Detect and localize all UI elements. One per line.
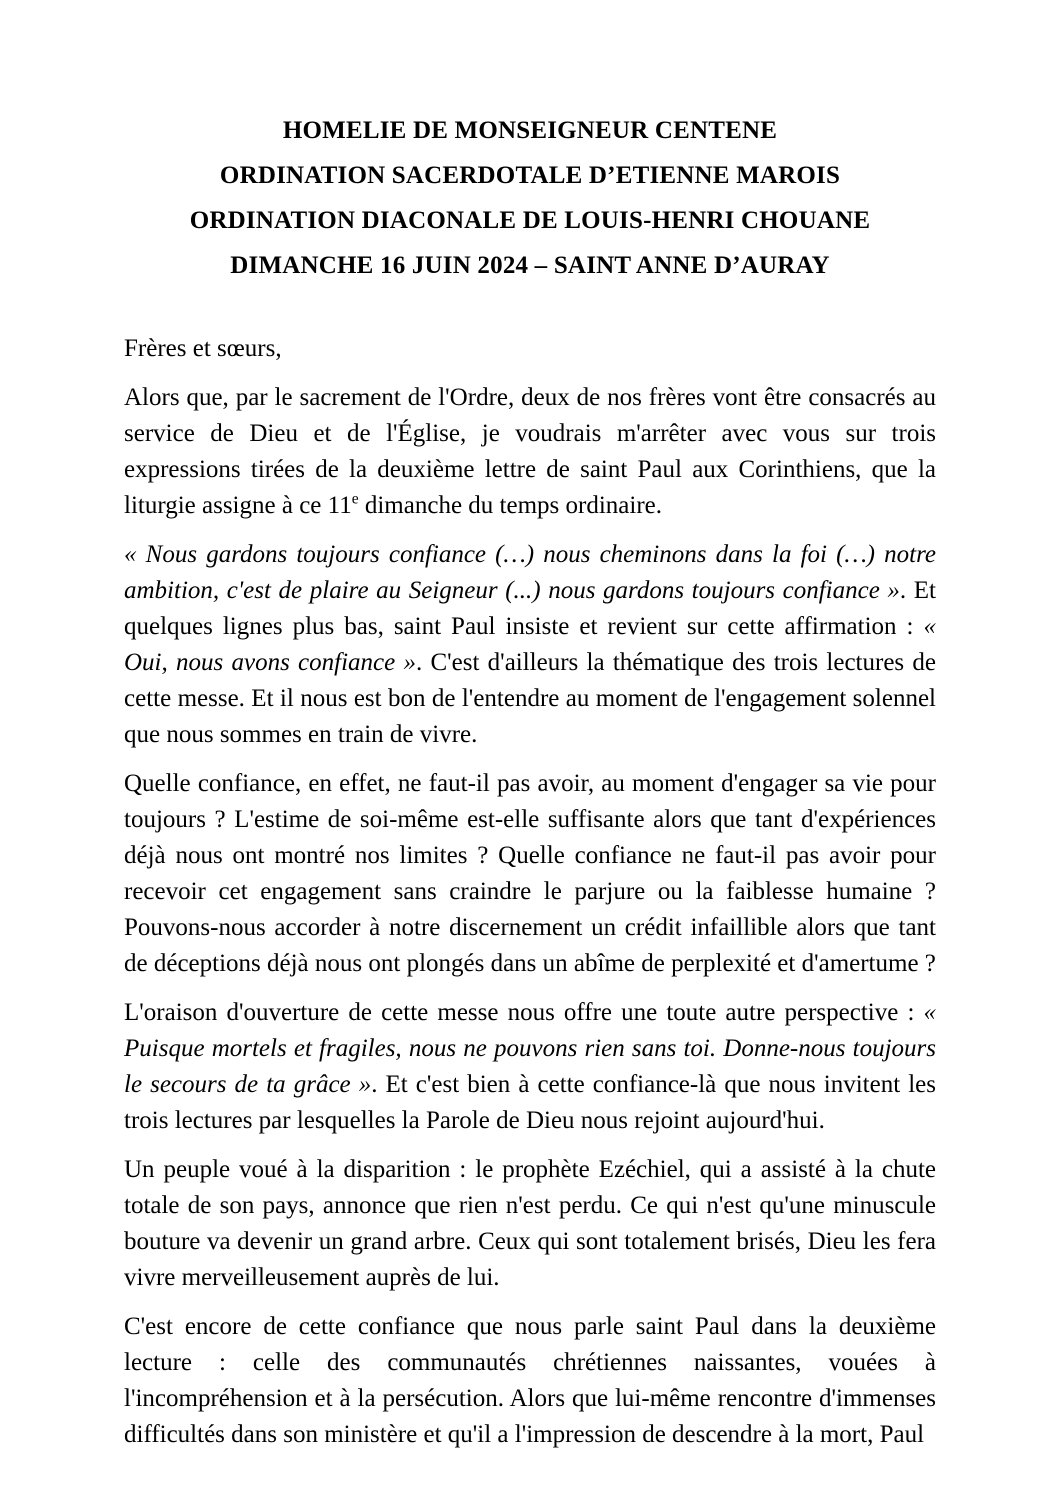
text-run-superscript: e bbox=[351, 490, 359, 508]
document-body bbox=[124, 331, 936, 1453]
text-run-normal: . Et c'est bien à cette confiance-là que nous invitent les trois lectures par lesquelles la Parole de Dieu nous rejoint aujourd'hui. bbox=[124, 1071, 936, 1134]
text-run-normal: Frères et sœurs, bbox=[124, 335, 282, 362]
text-run-italic: « Puisque mortels et fragiles, nous ne pouvons rien sans toi. Donne-nous toujours le secours de ta grâce » bbox=[124, 999, 936, 1098]
paragraph bbox=[124, 1309, 936, 1453]
title-line: HOMELIE DE MONSEIGNEUR CENTENE bbox=[282, 117, 778, 144]
paragraph bbox=[124, 537, 936, 753]
title-line: ORDINATION SACERDOTALE D’ETIENNE MAROIS bbox=[219, 162, 841, 189]
text-run-normal: dimanche du temps ordinaire. bbox=[358, 492, 662, 519]
title-line: ORDINATION DIACONALE DE LOUIS-HENRI CHOUANE bbox=[189, 207, 871, 234]
text-run-normal: . C'est d'ailleurs la thématique des trois lectures de cette messe. Et il nous est bon de l'entendre au moment de l'engagement solennel que nous sommes en train de vivre. bbox=[124, 649, 936, 748]
title-line: DIMANCHE 16 JUIN 2024 – SAINT ANNE D’AURAY bbox=[230, 252, 830, 279]
paragraph bbox=[124, 331, 936, 367]
paragraph bbox=[124, 1152, 936, 1296]
text-run-normal: . Et quelques lignes plus bas, saint Paul insiste et revient sur cette affirmation : bbox=[124, 577, 936, 640]
text-run-normal: Quelle confiance, en effet, ne faut-il pas avoir, au moment d'engager sa vie pour toujours ? L'estime de soi-même est-elle suffisante alors que tant d'expériences déjà nous ont montré nos limites ? Quelle confiance ne faut-il pas avoir pour recevoir cet engagement sans craindre le parjure ou la faiblesse humaine ? Pouvons-nous accorder à notre discernement un crédit infaillible alors que tant de déceptions déjà nous ont plongés dans un abîme de perplexité et d'amertume ? bbox=[124, 770, 936, 977]
paragraph bbox=[124, 766, 936, 982]
paragraph bbox=[124, 380, 936, 524]
text-run-normal: C'est encore de cette confiance que nous parle saint Paul dans la deuxième lecture : celle des communautés chrétiennes naissantes, vouées à l'incompréhension et à la persécution. Alors que lui-même rencontre d'immenses difficultés dans son ministère et qu'il a l'impression de descendre à la mort, Paul bbox=[124, 1313, 936, 1448]
text-run-normal: L'oraison d'ouverture de cette messe nous offre une toute autre perspective : bbox=[124, 999, 924, 1026]
text-run-normal: Alors que, par le sacrement de l'Ordre, deux de nos frères vont être consacrés au service de Dieu et de l'Église, je voudrais m'arrêter avec vous sur trois expressions tirées de la deuxième lettre de saint Paul aux Corinthiens, que la liturgie assigne à ce 11 bbox=[124, 384, 936, 519]
text-run-italic: « Nous gardons toujours confiance (…) nous cheminons dans la foi (…) notre ambition, c'est de plaire au Seigneur (...) nous gardons toujours confiance » bbox=[124, 541, 936, 604]
paragraph bbox=[124, 995, 936, 1139]
text-run-italic: « Oui, nous avons confiance » bbox=[124, 613, 936, 676]
text-run-normal: Un peuple voué à la disparition : le prophète Ezéchiel, qui a assisté à la chute totale de son pays, annonce que rien n'est perdu. Ce qui n'est qu'une minuscule bouture va devenir un grand arbre. Ceux qui sont totalement brisés, Dieu les fera vivre merveilleusement auprès de lui. bbox=[124, 1156, 936, 1291]
document-title bbox=[124, 118, 936, 279]
